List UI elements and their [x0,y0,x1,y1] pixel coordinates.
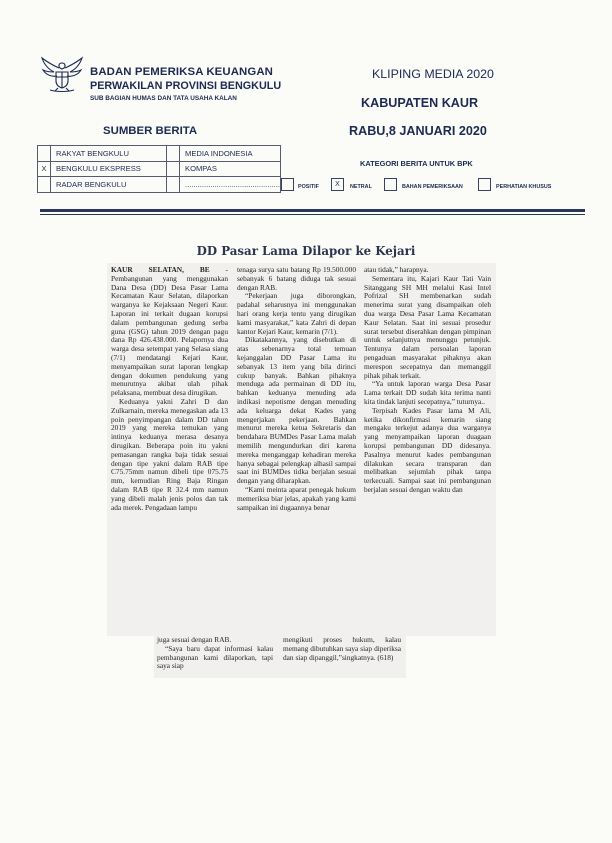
bahan-pemeriksaan-checkbox [384,178,397,191]
source-mark [167,177,180,193]
netral-checkbox: X [331,178,344,191]
positif-label: POSITIF [298,184,319,190]
source-mark [38,146,51,162]
article-bottom-column-2 [283,636,401,662]
perhatian-khusus-checkbox [478,178,491,191]
source-row [38,161,281,177]
article-column-3 [364,266,491,495]
article-paragraph: juga sesuai dengan RAB. [157,635,232,644]
kabupaten-title: KABUPATEN KAUR [361,96,479,110]
article-paragraph: mengikuti proses hukum, kalau memang dibutuhkan saya siap diperiksa dan siap dipanggil,”singkatnya. (618) [283,635,401,662]
header-rule-thin [40,214,585,215]
source-media-indonesia: MEDIA INDONESIA [180,146,281,162]
positif-checkbox [281,178,294,191]
article-paragraph: Sementara itu, Kajari Kaur Tati Vain Sitanggang SH MH melalui Kasi Intel Pofrizal SH membenarkan sudah menerima surat yang disampaikan oleh dua warga Desa Pasar Lama Kecamatan Kaur Selatan. Saat ini sesuai prosedur surat tersebut diserahkan dengan pimpinan untuk selanjutnya menunggu petunjuk. Tentunya dalam persoalan laporan pengaduan masyarakat pihaknya akan merespon secepatnya dan memanggil pihak pihak terkait. [364,273,491,380]
source-radar-bengkulu: RADAR BENGKULU [51,177,167,193]
source-mark [167,161,180,177]
article-column-1 [111,266,228,512]
org-subdivision: SUB BAGIAN HUMAS DAN TATA USAHA KALAN [90,95,237,102]
source-bengkulu-ekspress: BENGKULU EKSPRESS [51,161,167,177]
header-rule [40,209,585,212]
kliping-title: KLIPING MEDIA 2020 [372,67,494,81]
article-paragraph: “Ya untuk laporan warga Desa Pasar Lama terkait DD sudah kita terima nanti kita tindak lanjuti secepatnya,” tuturnya.. [364,379,491,406]
sumber-berita-label: SUMBER BERITA [103,125,198,137]
article-bottom-column-1 [157,636,273,671]
bahan-pemeriksaan-label: BAHAN PEMERIKSAAN [402,184,463,190]
kategori-title: KATEGORI BERITA UNTUK BPK [360,159,473,168]
source-rakyat-bengkulu: RAKYAT BENGKULU [51,146,167,162]
source-row [38,177,281,193]
article-paragraph: “Kami meinta aparat penegak hukum memeriksa biar jelas, apakah yang kami sampaikan ini dugaannya benar [237,484,356,512]
source-other-blank: ............................................. [180,177,281,193]
source-mark-checked: X [38,161,51,177]
source-mark [38,177,51,193]
source-kompas: KOMPAS [180,161,281,177]
source-table [37,145,281,193]
article-column-2 [237,266,356,512]
date-label: RABU,8 JANUARI 2020 [349,124,487,138]
article-paragraph: Dikatakannya, yang disebutkan di atas sebenarnya total temuan kejanggalan DD Pasar Lama itu sebanyak 13 item yang bila dirinci cukup banyak. Bahkan pihaknya menduga ada permainan di DD itu, bahkan keduanya menuding ada indikasi nepotisme dengan menuding ada keluarga dekat Kades yang mengerjakan pekerjaan. Bahkan menurut mereka ketua Sekretaris dan bendahara BUMDes Pasar Lama malah memilih mengundurkan diri karena mereka menganggap kehadiran mereka hanya sebagai pelengkap alhasil sampai saat ini BUMDes tidka berjalan sesuai dengan yang diharapkan. [237,335,356,486]
source-mark [167,146,180,162]
org-name: BADAN PEMERIKSA KEUANGAN [90,66,273,78]
article-paragraph: Terpisah Kades Pasar lama M Ali, ketika dikonfirmasi kemarin siang mengaku terkejut adanya dua warganya yang menyampaikan laporan duagaan korupsi pembangunan DD didesanya. Pasalnya menurut kades pembangunan dilakukan secara transparan dan melibatkan sejumlah pihak tanpa terkecuali. Sampai saat ini pembangunan berjalan sesuai dengan waktu dan [364,405,491,494]
article-headline: DD Pasar Lama Dilapor ke Kejari [196,244,416,258]
article-paragraph: “Pekerjaan juga diborongkan, padahal seharusnya ini menggunakan hari orang kerja tentu yang dirugikan kami masyarakat,” kata Zahri di depan kantor Kejari Kaur, kemarin (7/1). [237,291,356,336]
article-paragraph: tenaga surya satu batang Rp 19.500.000 sebanyak 6 batang diduga tak sesuai dengan RAB. [237,265,356,292]
netral-label: NETRAL [350,184,372,190]
article-dateline: KAUR SELATAN, BE [111,265,210,274]
org-branch: PERWAKILAN PROVINSI BENGKULU [90,80,282,92]
perhatian-khusus-label: PERHATIAN KHUSUS [496,184,552,190]
article-paragraph: “Saya baru dapat informasi kalau pembangunan kami dilaporkan, tapi saya siap [157,643,273,671]
article-paragraph: KAUR SELATAN, BE - Pembangunan yang menggunakan Dana Desa (DD) Desa Pasar Lama Kecamatan Kaur Selatan, dilaporkan warganya ke Kejaksaan Negeri Kaur. Laporan ini terkait dugaan korupsi dalam pembangunan gedung serba guna (GSG) tahun 2019 dengan pagu dana Rp 426.438.000. Pelapornya dua warga desa setempat yang Selasa siang (7/1) mendatangi Kejari Kaur, menyampaikan surat laporan lengkap dengan dokumen pendukung yang menurutnya akibat ulah pihak pelaksana, membuat desa dirugikan. [111,265,228,398]
article-paragraph: Keduanya yakni Zahri D dan Zulkarnain, mereka menegaskan ada 13 poin penyimpangan dalam DD tahun 2019 yang mereka temukan yang intinya keduanya merasa desanya dirugikan. Beberapa poin itu yakni pemasangan rangka baja tidak sesuai dengan tipe yakni dalam RAB tipe C75.75mm namun dibeli tipe 075.75 mm, kemudian Ring Baja Ringan dalam RAB tipe R 32.4 mm namun yang dibeli malah jenis polos dan tak ada merek. Pengadaan lampu [111,396,228,512]
article-paragraph: atau tidak,” harapnya. [364,265,429,274]
garuda-logo-icon [40,55,84,93]
source-row [38,146,281,162]
